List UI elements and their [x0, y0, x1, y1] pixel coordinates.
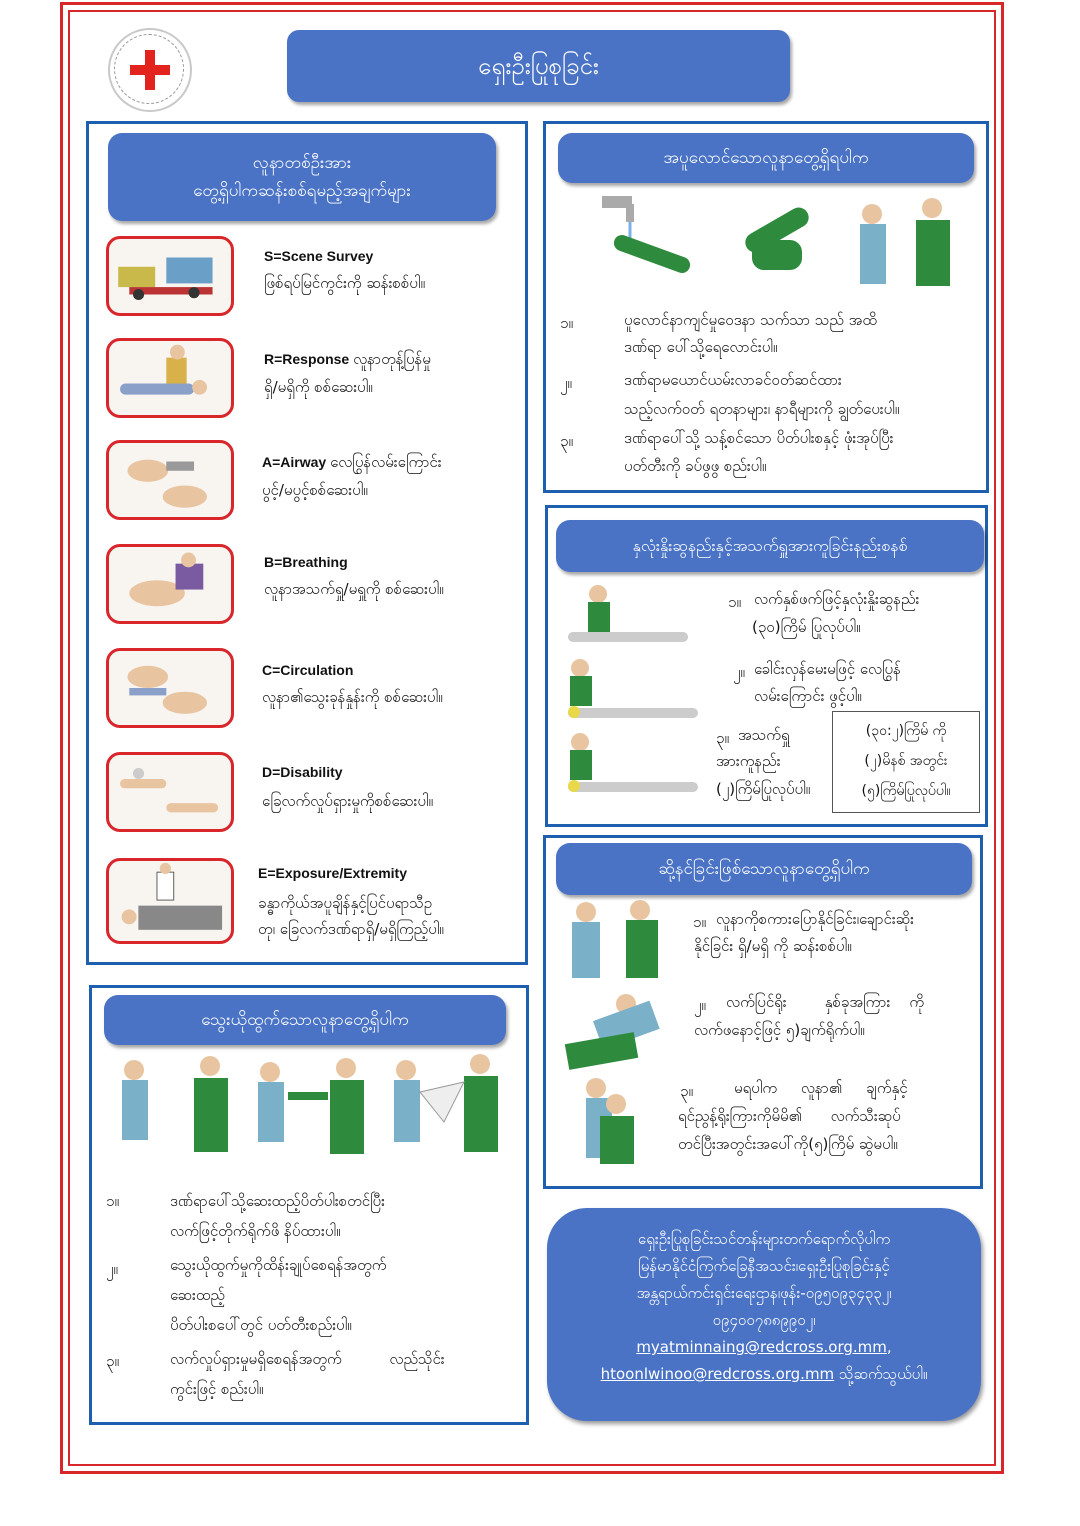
- cpr-illustration: [558, 582, 708, 802]
- step-e-desc: ခန္ဓာကိုယ်အပူချိန်နှင့်ပြင်ပရာသီဥ: [258, 894, 433, 912]
- cpr-item-3-line1: အသက်ရှူ: [738, 726, 790, 744]
- step-r-code: R=Response: [264, 351, 350, 367]
- bleeding-item-2-line1: သွေးယိုထွက်မှုကိုထိန်းချုပ်စေရန်အတွက်: [170, 1256, 387, 1274]
- cpr-note-box: [832, 711, 980, 813]
- burn-item-2-line1: ဒဏ်ရာမယောင်ယမ်းလာခင်ဝတ်ဆင်ထား: [624, 371, 842, 389]
- step-b-desc: လူနာအသက်ရှူ/မရှူကို စစ်ဆေးပါ။: [264, 580, 444, 598]
- email-link-1[interactable]: myatminnaing@redcross.org.mm: [636, 1338, 887, 1356]
- bleeding-item-3-line2: ကွင်းဖြင့် စည်းပါ။: [170, 1380, 264, 1398]
- airway-image: [106, 440, 234, 520]
- choking-illustration: [556, 898, 686, 1170]
- burn-num-3: ၃။: [560, 432, 573, 450]
- burn-num-1: ၁။: [560, 314, 573, 332]
- cpr-note-line1: (၃၀:၂)ကြိမ် ကို: [865, 723, 947, 739]
- step-b-title: B=Breathing: [264, 554, 348, 570]
- choking-item-3-line2: ရင်ညွန့်ရိုးကြားကိုမိမိ၏ လက်သီးဆုပ်: [678, 1107, 901, 1125]
- step-s-desc: ဖြစ်ရပ်မြင်ကွင်းကို ဆန်းစစ်ပါ။: [264, 274, 425, 292]
- burn-item-2-line2: သည့်လက်ဝတ် ရတနာများ၊ နာရီများကို ချွတ်ပေးပါ။: [624, 400, 900, 418]
- bleeding-item-2-line2: ဆေးထည့်: [170, 1286, 225, 1304]
- choking-num-3: ၃။: [680, 1082, 693, 1100]
- red-cross-icon: [136, 50, 164, 90]
- cpr-header: နှလုံးနှိုးဆွနည်းနှင့်အသက်ရှူအားကူခြင်းနည်းစနစ်: [556, 520, 984, 572]
- step-r-desc: ရှိ/မရှိကို စစ်ဆေးပါ။: [264, 378, 373, 396]
- contact-line2: မြန်မာနိုင်ငံကြက်ခြေနီအသင်း၊ရှေးဦးပြုစုခြင်းနှင့်: [638, 1257, 890, 1275]
- cpr-note-line3: (၅)ကြိမ်ပြုလုပ်ပါ။: [861, 783, 951, 799]
- cpr-num-2: ၂။: [733, 663, 745, 681]
- choking-header: ဆို့နင်ခြင်းဖြစ်သောလူနာတွေ့ရှိပါက: [556, 843, 972, 895]
- contact-line1: ရှေးဦးပြုစုခြင်းသင်တန်းများတက်ရောက်လိုပါက: [637, 1230, 891, 1248]
- assessment-header-line1: လူနာတစ်ဦးအား: [252, 153, 352, 173]
- contact-email2-row: [547, 1361, 981, 1388]
- red-cross-logo: [108, 28, 192, 112]
- assessment-header: [108, 133, 496, 221]
- contact-box: [547, 1208, 981, 1421]
- cpr-item-1-line2: (၃၀)ကြိမ် ပြုလုပ်ပါ။: [752, 618, 861, 636]
- step-a-code: A=Airway: [262, 454, 327, 470]
- contact-line4: ၀၉၄၀၀၇၈၈၉၉၀၂၊: [712, 1311, 816, 1329]
- cpr-item-2-line2: လမ်းကြောင်း ဖွင့်ပါ။: [754, 687, 862, 705]
- circulation-image: [106, 648, 234, 728]
- email1-suffix: ,: [886, 1338, 892, 1356]
- choking-item-2-line1: လက်ပြင်ရိုး နှစ်ခုအကြား ကို: [726, 993, 925, 1011]
- choking-item-3-line1: မရပါက လူနာ၏ ချက်နှင့်: [734, 1079, 908, 1097]
- email2-suffix: သို့ဆက်သွယ်ပါ။: [834, 1365, 928, 1383]
- cpr-item-1-line1: လက်နှစ်ဖက်ဖြင့်နှလုံးနှိုးဆွနည်း: [754, 590, 920, 608]
- step-a-desc: ပွင့်/မပွင့်စစ်ဆေးပါ။: [262, 481, 368, 499]
- bleeding-header: သွေးယိုထွက်သောလူနာတွေ့ရှိပါက: [104, 995, 506, 1045]
- step-r-suffix: လူနာတုန့်ပြန်မှု: [353, 350, 431, 368]
- burn-item-3-line1: ဒဏ်ရာပေါ်သို့ သန့်စင်သော ပိတ်ပါးစနှင့် ဖုံးအုပ်ပြီး: [624, 429, 894, 447]
- assessment-header-line2: တွေ့ရှိပါကဆန်းစစ်ရမည့်အချက်များ: [193, 181, 411, 201]
- step-a-title: [262, 453, 442, 475]
- step-e-title: E=Exposure/Extremity: [258, 865, 408, 881]
- step-d-title: D=Disability: [262, 764, 343, 780]
- email-link-2[interactable]: htoonlwinoo@redcross.org.mm: [600, 1365, 835, 1383]
- choking-num-2: ၂။: [694, 996, 706, 1014]
- step-c-desc: လူနာ၏သွေးခုန်နှုန်းကို စစ်ဆေးပါ။: [262, 688, 443, 706]
- step-a-suffix: လေပြွန်လမ်းကြောင်း: [330, 453, 442, 471]
- exposure-image: [106, 858, 234, 944]
- response-image: [106, 338, 234, 418]
- step-e-desc2: တု၊ ခြေလက်ဒဏ်ရာရှိ/မရှိကြည့်ပါ။: [258, 920, 444, 938]
- bleeding-item-3-line1: လက်လှုပ်ရှားမှုမရှိစေရန်အတွက် လည်သိုင်း: [170, 1350, 445, 1368]
- burn-num-2: ၂။: [560, 374, 572, 392]
- burn-header: အပူလောင်သောလူနာတွေ့ရှိရပါက: [558, 133, 974, 183]
- bleeding-num-3: ၃။: [106, 1352, 119, 1370]
- disability-image: [106, 752, 234, 832]
- choking-item-1-line1: လူနာကိုစကားပြောနိုင်ခြင်း၊ချောင်းဆိုး: [716, 910, 914, 928]
- burn-item-1-line2: ဒဏ်ရာ ပေါ်သို့ရေလောင်းပါ။: [624, 338, 778, 356]
- page-title: ရှေးဦးပြုစုခြင်း: [287, 30, 790, 102]
- bleeding-item-1-line1: ဒဏ်ရာပေါ်သို့ဆေးထည့်ပိတ်ပါးစတင်ပြီး: [170, 1192, 385, 1210]
- bleeding-item-2-line3: ပိတ်ပါးစပေါ်တွင် ပတ်တီးစည်းပါ။: [170, 1316, 352, 1334]
- bleeding-num-2: ၂။: [106, 1260, 118, 1278]
- bleeding-item-1-line2: လက်ဖြင့်တိုက်ရိုက်ဖိ နိပ်ထားပါ။: [170, 1222, 341, 1240]
- burn-illustration: [572, 190, 972, 290]
- choking-item-1-line2: နိုင်ခြင်း ရှိ/မရှိ ကို ဆန်းစစ်ပါ။: [694, 937, 852, 955]
- burn-item-1-line1: ပူလောင်နာကျင်မှုဝေဒနာ သက်သာ သည် အထိ: [624, 311, 877, 329]
- bleeding-illustration: [112, 1052, 514, 1162]
- cpr-item-3-line2: အားကူနည်း: [716, 752, 781, 770]
- choking-item-3-line3: တင်ပြီးအတွင်းအပေါ်ကို(၅)ကြိမ် ဆွဲမပါ။: [678, 1135, 898, 1153]
- choking-num-1: ၁။: [693, 913, 706, 931]
- contact-line3: အန္တရာယ်ကင်းရှင်းရေးဌာန၊ဖုန်း-၀၉၅၀၉၃၄၃၃၂၊: [636, 1284, 892, 1302]
- step-c-title: C=Circulation: [262, 662, 354, 678]
- breathing-image: [106, 544, 234, 624]
- contact-email1-row: [547, 1334, 981, 1361]
- cpr-num-3: ၃။: [716, 729, 729, 747]
- step-s-title: S=Scene Survey: [264, 248, 374, 264]
- cpr-item-3-line3: (၂)ကြိမ်ပြုလုပ်ပါ။: [716, 780, 811, 798]
- cpr-num-1: ၁။: [728, 593, 741, 611]
- burn-item-3-line2: ပတ်တီးကို ခပ်ဖွဖွ စည်းပါ။: [624, 457, 767, 475]
- cpr-item-2-line1: ခေါင်းလှန်မေးမဖြင့် လေပြွန်: [754, 660, 901, 678]
- scene-survey-image: [106, 236, 234, 316]
- bleeding-num-1: ၁။: [106, 1192, 119, 1210]
- step-r-title: [264, 350, 431, 372]
- choking-item-2-line2: လက်ဖနောင့်ဖြင့် ၅)ချက်ရိုက်ပါ။: [694, 1021, 865, 1039]
- cpr-note-line2: (၂)မိနစ် အတွင်း: [864, 753, 948, 769]
- step-d-desc: ခြေလက်လှုပ်ရှားမှုကိုစစ်ဆေးပါ။: [262, 792, 434, 810]
